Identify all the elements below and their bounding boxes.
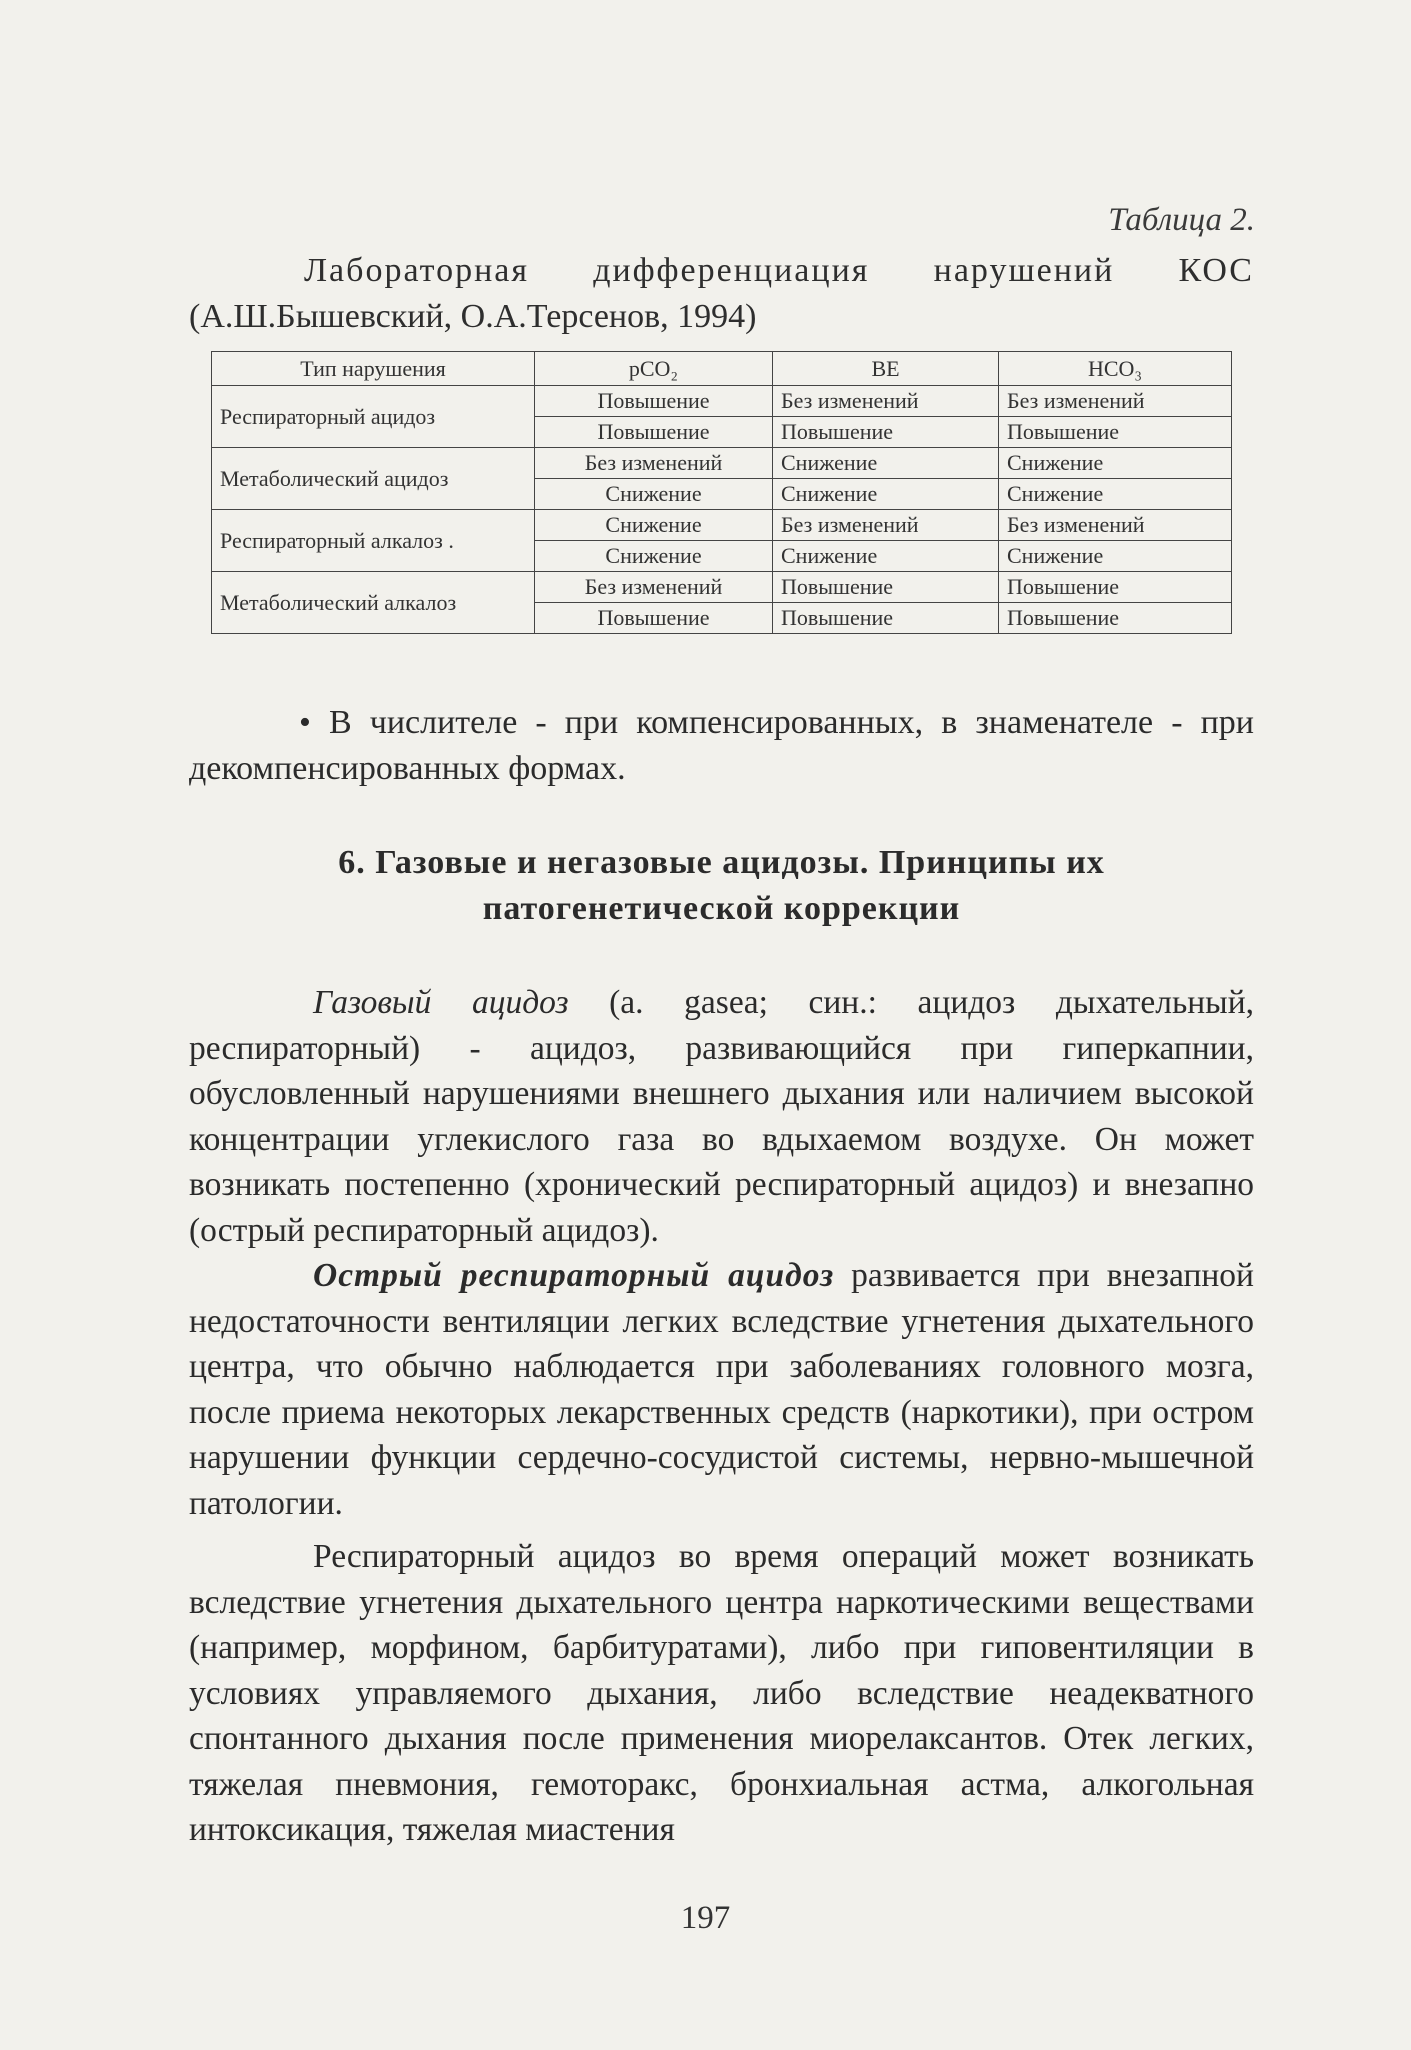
cell-pco2: Снижение (535, 479, 773, 510)
cell-be: Снижение (773, 541, 999, 572)
table-header-row (212, 352, 1232, 386)
cell-hco3: Повышение (999, 572, 1232, 603)
header-hco3: HCO₃ (999, 352, 1232, 386)
cell-pco2: Повышение (535, 386, 773, 417)
table-row (212, 448, 1232, 479)
paragraph: Респираторный ацидоз во время операций может возникать вследствие угнетения дыхательного центра наркотическими веществами (например, морфином, барбитуратами), либо при гиповентиляции в условиях управляемого дыхания, либо вследствие неадекватного спонтанного дыхания после применения миорелаксантов. Отек легких, тяжелая пневмония, гемоторакс, бронхиальная астма, алкогольная интоксикация, тяжелая миастения (189, 1538, 1254, 1848)
section-heading-line2: патогенетической коррекции (482, 890, 961, 927)
table-row (212, 510, 1232, 541)
cell-hco3: Без изменений (999, 510, 1232, 541)
paragraph (189, 980, 1254, 1253)
cell-pco2: Снижение (535, 510, 773, 541)
table-row (212, 572, 1232, 603)
header-pco2: pCO₂ (535, 352, 773, 386)
page-number: 197 (680, 1900, 731, 1936)
cell-be: Повышение (773, 603, 999, 634)
row-type: Метаболический алкалоз (212, 572, 535, 634)
cell-be: Без изменений (773, 510, 999, 541)
table-title-line2: (А.Ш.Бышевский, О.А.Терсенов, 1994) (189, 298, 757, 335)
table-label: Таблица 2. (1108, 202, 1255, 238)
cell-be: Повышение (773, 417, 999, 448)
row-type: Метаболический ацидоз (212, 448, 535, 510)
row-type: Респираторный ацидоз (212, 386, 535, 448)
header-be: BE (773, 352, 999, 386)
term-acute-respiratory-acidosis: Острый респираторный ацидоз (313, 1257, 835, 1294)
cell-be: Снижение (773, 448, 999, 479)
footnote-text: • В числителе - при компенсированных, в знаменателе - при декомпенсированных формах. (189, 704, 1254, 787)
term-gas-acidosis: Газовый ацидоз (313, 984, 569, 1021)
table-title (189, 248, 1254, 340)
cell-pco2: Без изменений (535, 572, 773, 603)
cell-be: Снижение (773, 479, 999, 510)
cell-be: Без изменений (773, 386, 999, 417)
cell-pco2: Повышение (535, 417, 773, 448)
paragraph-text: (a. gasea; син.: ацидоз дыхательный, респираторный) - ацидоз, развивающийся при гиперкапнии, обусловленный нарушениями внешнего дыхания или наличием высокой концентрации углекислого газа во вдыхаемом воздухе. Он может возникать постепенно (хронический респираторный ацидоз) и внезапно (острый респираторный ацидоз). (189, 984, 1254, 1249)
section-heading (189, 840, 1254, 932)
table-title-line1: Лабораторная дифференциация нарушений КОС (304, 252, 1254, 289)
table-row (212, 386, 1232, 417)
section-heading-line1: 6. Газовые и негазовые ацидозы. Принципы их (338, 844, 1105, 881)
cell-hco3: Снижение (999, 541, 1232, 572)
cell-hco3: Снижение (999, 448, 1232, 479)
paragraph-text: развивается при внезапной недостаточности вентиляции легких вследствие угнетения дыхательного центра, что обычно наблюдается при заболеваниях головного мозга, после приема некоторых лекарственных средств (наркотики), при остром нарушении функции сердечно-сосудистой системы, нервно-мышечной патологии. (189, 1257, 1254, 1522)
header-type: Тип нарушения (212, 352, 535, 386)
row-type: Респираторный алкалоз . (212, 510, 535, 572)
cell-pco2: Без изменений (535, 448, 773, 479)
cell-hco3: Повышение (999, 603, 1232, 634)
cell-be: Повышение (773, 572, 999, 603)
cell-hco3: Без изменений (999, 386, 1232, 417)
cell-pco2: Повышение (535, 603, 773, 634)
kos-table (211, 351, 1232, 634)
cell-hco3: Снижение (999, 479, 1232, 510)
body-text (189, 980, 1254, 1853)
cell-pco2: Снижение (535, 541, 773, 572)
cell-hco3: Повышение (999, 417, 1232, 448)
table-footnote (189, 700, 1254, 792)
paragraph (189, 1253, 1254, 1526)
